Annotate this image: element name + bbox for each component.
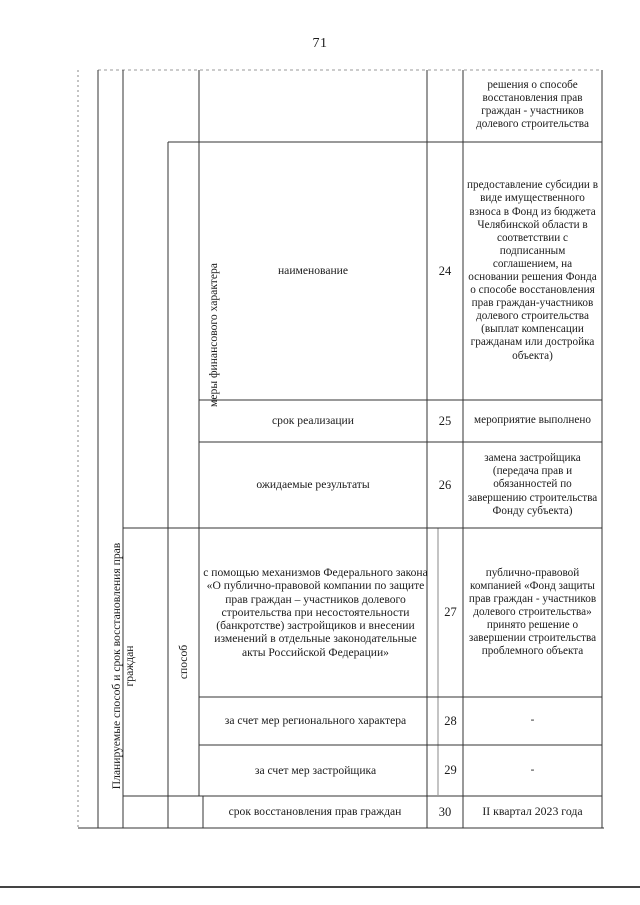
row-28-number: 28 bbox=[444, 713, 457, 728]
row-28-value: - bbox=[530, 714, 535, 727]
page-number: 71 bbox=[312, 36, 328, 51]
page-bottom-rule bbox=[0, 886, 640, 888]
row-29-number: 29 bbox=[444, 763, 457, 777]
row-26-number: 26 bbox=[438, 477, 452, 492]
row-30-value: II квартал 2023 года bbox=[482, 804, 583, 819]
row-25-label: срок реализации bbox=[272, 414, 354, 428]
row-25-number: 25 bbox=[438, 413, 452, 428]
row-26-label: ожидаемые результаты bbox=[256, 478, 370, 492]
row-30-label: срок восстановления прав граждан bbox=[228, 805, 402, 819]
row-29-label: за счет мер застройщика bbox=[254, 763, 377, 777]
financial-measures-header: меры финансового характера bbox=[206, 263, 220, 407]
row-24-value: предоставление субсидии в виде имущественного взноса в Фонд из бюджета Челябинской области в соответствии с подписанным соглашением, на основании решения Фонда о способе восстановления прав граждан-участников долевого строительства (выплат компенсации гражданам или достройка объекта) bbox=[467, 179, 598, 362]
row-24-label: наименование bbox=[277, 264, 349, 278]
row-27-value: публично-правовой компанией «Фонд защиты прав граждан - участников долевого строительства» принято решение о завершении строительства проблемного объекта bbox=[468, 566, 597, 658]
table-row-continuation-value: решения о способе восстановления прав граждан - участников долевого строительства bbox=[476, 78, 589, 131]
row-27-label: с помощью механизмов Федерального закона «О публично-правовой компании по защите прав граждан – участников долевого строительства при несостоятельности (банкротстве) застройщиков и внесении изменений в отдельные законодательные акты Российской Федерации» bbox=[203, 566, 428, 659]
row-30-number: 30 bbox=[438, 804, 452, 819]
row-24-number: 24 bbox=[438, 263, 452, 278]
row-25-value: мероприятие выполнено bbox=[474, 414, 591, 427]
row-26-value: замена застройщика (передача прав и обязанностей по завершению строительства Фонду субъекта) bbox=[467, 452, 598, 517]
row-27-number: 27 bbox=[444, 605, 457, 619]
planned-method-term-header: Планируемые способ и срок восстановления прав граждан bbox=[110, 542, 136, 790]
row-28-label: за счет мер регионального характера bbox=[224, 714, 407, 728]
row-29-value: - bbox=[530, 763, 535, 776]
method-header: способ bbox=[176, 644, 190, 680]
